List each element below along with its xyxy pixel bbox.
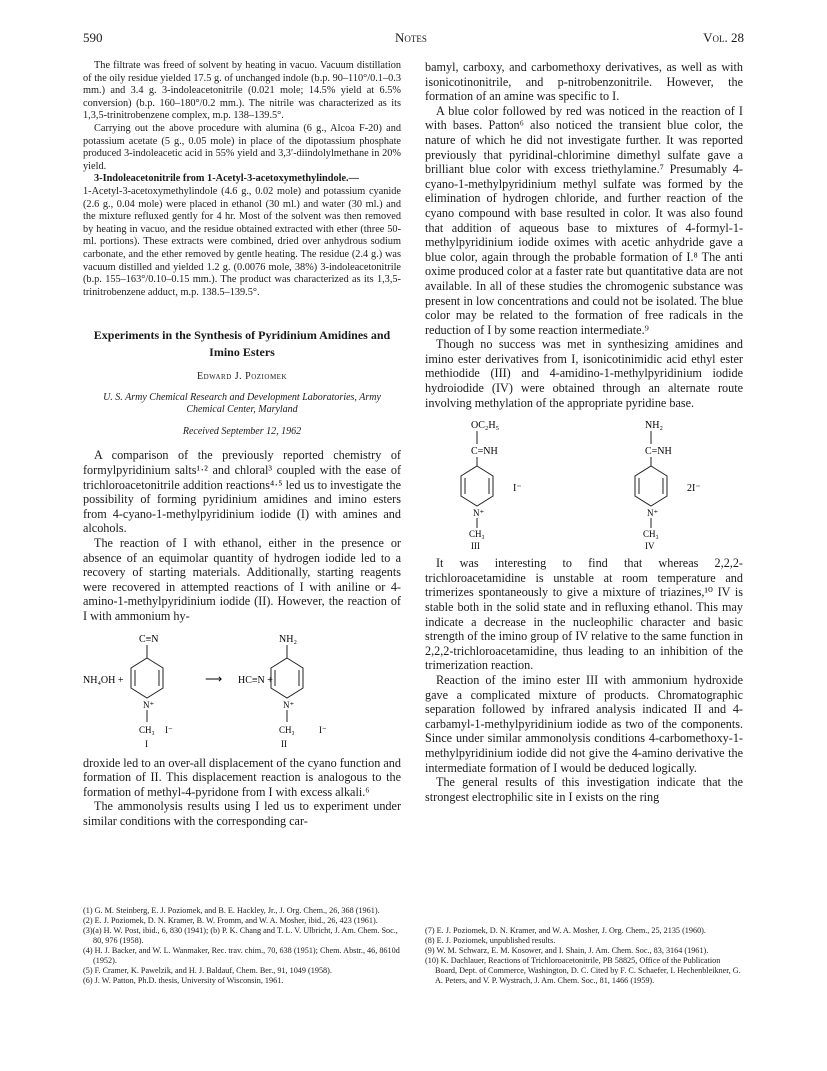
carry-paragraph: Carrying out the above procedure with alumina (6 g., Alcoa F-20) and potassium acetate (5 g., 0.05 mole) in place of the dipotassium phosphate produced 3-indoleacetic acid in 55% yield and 3,3′-diindolylmethane in 20% yield.: [83, 122, 401, 172]
cyano-label: C≡N: [139, 633, 159, 645]
n-plus-label: N⁺: [283, 699, 295, 710]
body-paragraph: bamyl, carboxy, and carbomethoxy derivatives, as well as with isonicotinonitrile, and p-nitrobenzonitrile. However, the formation of an amine was specific to I.: [425, 60, 743, 104]
body-paragraph: A comparison of the previously reported chemistry of formylpyridinium salts¹·² and chloral³ coupled with the ease of trichloroacetonitrile addition reactions⁴·⁵ led us to investigate the possibility of forming pyridinium amidines and imino esters from 4-cyano-1-methylpyridinium iodide (I) with amines and alcohols.: [83, 448, 401, 536]
pyridine-ring-IV: [635, 466, 667, 506]
methyl-label: CH₃: [643, 529, 659, 540]
body-paragraph: Reaction of the imino ester III with ammonium hydroxide gave a complicated mixture of products. Chromatographic separation followed by infrared analysis indicated II and 4-carbamyl-1-methylpyridinium iodide as two of the components. Since under similar ammonolysis conditions 4-carbomethoxy-1-methylpyridinium iodide did not give the 4-amino derivative the intermediate formation of I would be deduced logically.: [425, 673, 743, 775]
methyl-label: CH₃: [139, 724, 155, 735]
footnote: (1) G. M. Steinberg, E. J. Poziomek, and B. E. Hackley, Jr., J. Org. Chem., 26, 368 (1961).: [83, 906, 380, 915]
compound-label-IV: IV: [645, 541, 655, 551]
left-column: [83, 60, 401, 829]
right-column: [425, 60, 743, 804]
pyridine-ring-I: [131, 658, 163, 698]
reaction-arrow: ⟶: [205, 671, 223, 686]
footnote: (10) K. Dachlauer, Reactions of Trichloroacetonitrile, PB 58825, Office of the Publication Board, Dept. of Commerce, Washington, D. C. Cited by F. C. Schaefer, I. Hechenbleikner, G. A. Peters, and V. P. Wystrach, J. Am. Chem. Soc., 81, 1466 (1959).: [425, 956, 741, 985]
sub-heading: 3-Indoleacetonitrile from 1-Acetyl-3-acetoxymethylindole.—: [94, 173, 359, 185]
product-label: HC≡N +: [238, 674, 273, 686]
body-paragraph: Though no success was met in synthesizing amidines and imino ester derivatives from I, isonicotinimidic acid ethyl ester methiodide (III) and 4-amidino-1-methylpyridinium iodide hydroiodide (IV) were obtained through an alternate route involving methylation of the appropriate pyridine base.: [425, 337, 743, 410]
running-head: Notes: [395, 30, 427, 45]
body-paragraph: The reaction of I with ethanol, either in the presence or absence of an equimolar quantity of hydrogen iodide led to a recovery of starting materials. Additionally, starting reagents were recovered in attempted reactions of I with aniline or 4-amino-1-methylpyridinium iodide (II). However, the reaction of I with ammonium hy-: [83, 536, 401, 623]
compound-label-I: I: [145, 738, 148, 749]
footnote: (2) E. J. Poziomek, D. N. Kramer, B. W. Fromm, and W. A. Mosher, ibid., 26, 423 (1961).: [83, 916, 378, 925]
body-paragraph: droxide led to an over-all displacement of the cyano function and formation of II. This displacement reaction is analogous to the formation of methyl-4-pyridone from I with excess alkali.⁶: [83, 755, 401, 799]
n-plus-label: N⁺: [647, 508, 659, 519]
footnote: (7) E. J. Poziomek, D. N. Kramer, and W. A. Mosher, J. Org. Chem., 25, 2135 (1960).: [425, 926, 706, 935]
body-paragraph: The ammonolysis results using I led us to experiment under similar conditions with the corresponding car-: [83, 799, 401, 828]
iodide-label: I⁻: [165, 724, 173, 735]
reagent-label: NH₄OH +: [83, 674, 124, 686]
pyridine-ring-II: [271, 658, 303, 698]
footnote: (8) E. J. Poziomek, unpublished results.: [425, 936, 556, 945]
footnote: (6) J. W. Patton, Ph.D. thesis, University of Wisconsin, 1961.: [83, 976, 284, 985]
right-footnotes: [425, 926, 743, 986]
n-plus-label: N⁺: [473, 508, 485, 519]
footnote: (4) H. J. Backer, and W. L. Wanmaker, Rec. trav. chim., 70, 638 (1951); Chem. Abstr., 46, 8610d (1952).: [83, 946, 400, 965]
methyl-label: CH₃: [469, 529, 485, 540]
n-plus-label: N⁺: [143, 699, 155, 710]
page-number: 590: [83, 30, 103, 45]
imine-label: C=NH: [645, 446, 672, 458]
compound-label-II: II: [281, 738, 287, 749]
footnote: (3)(a) H. W. Post, ibid., 6, 830 (1941); (b) P. K. Chang and T. L. V. Ulbricht, J. Am. Chem. Soc., 80, 976 (1958).: [83, 926, 398, 945]
article-author: Edward J. Poziomek: [197, 371, 287, 383]
scheme-reaction-I-to-II: [83, 630, 401, 750]
volume-label: Vol. 28: [703, 30, 744, 45]
imine-label: C=NH: [471, 446, 498, 458]
body-paragraph: It was interesting to find that whereas 2,2,2-trichloroacetamidine is unstable at room temperature and trimerizes spontaneously to give a mixture of triazines,¹⁰ IV is stable both in the solid state and in refluxing ethanol. This may indicate a decrease in the nucleophilic character and basic strength of the imino group of IV relative to the same function in 2,2,2-trichloroacetamidine, thus leading to an inhibition of the trimerization reaction.: [425, 556, 743, 673]
body-paragraph: The general results of this investigation indicate that the strongest electrophilic site in I exists on the ring: [425, 775, 743, 804]
scheme-compounds-III-IV: [425, 416, 743, 550]
methyl-label: CH₃: [279, 724, 295, 735]
article-title: Experiments in the Synthesis of Pyridinium Amidines and Imino Esters: [93, 328, 391, 360]
compound-label-III: III: [471, 541, 480, 551]
article-affiliation: U. S. Army Chemical Research and Development Laboratories, Army Chemical Center, Maryland: [103, 391, 381, 415]
received-date: Received September 12, 1962: [182, 425, 302, 437]
iodide-label: I⁻: [513, 483, 522, 495]
body-paragraph: A blue color followed by red was noticed in the reaction of I with bases. Patton⁶ also noticed the transient blue color, the nature of which he did not investigate further. It was reported previously that pyridinal-chlorimine dimethyl sulfate gave a brilliant blue color with excess triethylamine.⁷ Presumably 4-cyano-1-methylpyridinium methyl sulfate was formed by the elimination of hydrogen chloride, and further reaction of the cyano compound with base resulted in color. It was also found that addition of aqueous base to mixtures of 4-formyl-1-methylpyridinium iodide oximes with acetic anhydride gave a blue color, again through the probable formation of I.⁸ The anti oxime produced color at a faster rate but quantitative data are not available. In all of these studies the chromogenic substance was present in low concentrations and could not be isolated. The blue color may be related to the formation of free radicals in the reduction of I by some reaction intermediate.⁹: [425, 103, 743, 337]
footnote: (9) W. M. Schwarz, E. M. Kosower, and I. Shain, J. Am. Chem. Soc., 83, 3164 (1961).: [425, 946, 709, 955]
sub-paragraph: 1-Acetyl-3-acetoxymethylindole (4.6 g., 0.02 mole) and potassium cyanide (2.6 g., 0.04 mole) were placed in ethanol (30 ml.) and water (30 ml.) and the mixture refluxed gently for 4 hr. Most of the solvent was then removed by heating in vacuo, and the residue obtained extracted with ether (three 50-ml. portions). These extracts were combined, dried over anhydrous sodium carbonate, and the ether removed by gentle heating. The residue (2.4 g.) was vacuum distilled and yielded 1.2 g. (0.0076 mole, 38%) 3-indoleacetonitrile (b.p. 155–163°/0.10–0.15 mm.). The product was characterized as its 1,3,5-trinitrobenzene adduct, m.p. 138.5–139.5°.: [83, 185, 401, 298]
left-footnotes: [83, 906, 401, 986]
amino-label: NH₂: [279, 633, 297, 645]
iodide-label: I⁻: [319, 724, 327, 735]
pyridine-ring-III: [461, 466, 493, 506]
footnote: (5) F. Cramer, K. Pawelzik, and H. J. Baldauf, Chem. Ber., 91, 1049 (1958).: [83, 966, 332, 975]
diiodide-label: 2I⁻: [687, 483, 701, 495]
amino-label: NH₂: [645, 420, 663, 432]
ethoxy-label: OC₂H₅: [471, 420, 500, 432]
carry-paragraph: The filtrate was freed of solvent by heating in vacuo. Vacuum distillation of the oily residue yielded 17.5 g. of unchanged indole (b.p. 90–110°/0.1–0.3 mm.) and 3.4 g. 3-indoleacetonitrile (0.021 mole; 14.5% yield at 6.5% conversion) (b.p. 160–180°/0.2 mm.). The nitrile was characterized as its 1,3,5-trinitrobenzene complex, m.p. 138–139.5°.: [83, 60, 401, 122]
